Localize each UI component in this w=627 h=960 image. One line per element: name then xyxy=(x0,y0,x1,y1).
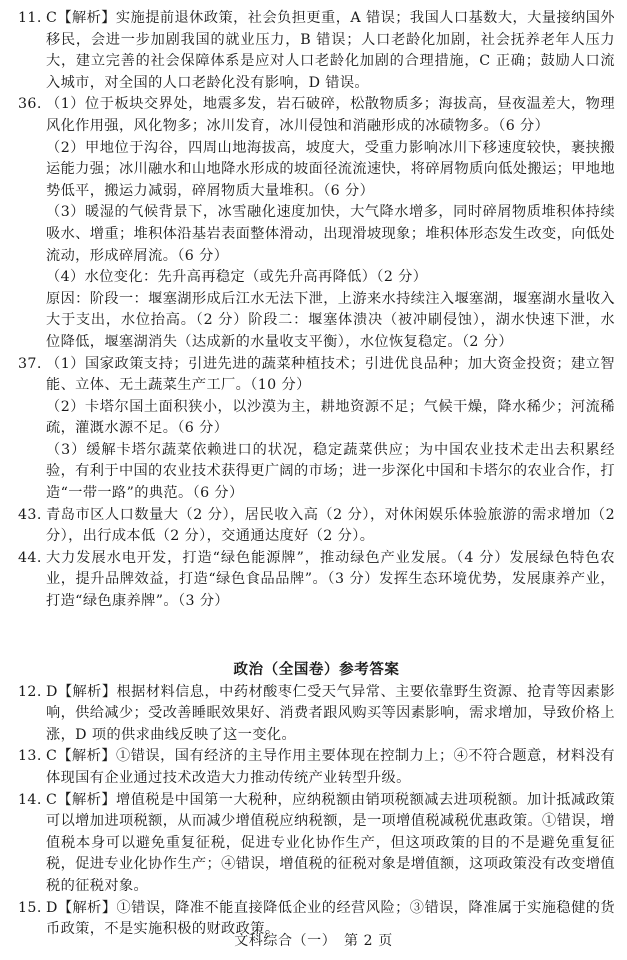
question-number: 12. xyxy=(18,683,42,700)
answer-item-44 xyxy=(18,548,615,613)
question-number: 37. xyxy=(18,355,42,372)
answer-text: D【解析】根据材料信息，中药材酸枣仁受天气异常、主要依靠野生资源、抢青等因素影响，供给减少；受改善睡眠效果好、消费者跟风购买等因素影响，需求增加，导致价格上涨，D 项的供求曲线反映了这一变化。 xyxy=(46,683,615,743)
answer-item-11 xyxy=(18,8,615,94)
answer-item-43 xyxy=(18,505,615,548)
answer-paragraph: （3）暖湿的气候背景下，冰雪融化速度加快，大气降水增多，同时碎屑物质堆积体持续吸水、增重；堆积体沿基岩表面整体滑动，出现滑坡现象；堆积体形态发生改变，向低处流动，形成碎屑流。（6 分） xyxy=(46,204,615,264)
politics-answers xyxy=(18,659,615,941)
answer-text: C【解析】①错误，国有经济的主导作用主要体现在控制力上；④不符合题意，材料没有体现国有企业通过技术改造大力推动传统产业转型升级。 xyxy=(46,748,615,786)
answer-text: （1）国家政策支持；引进先进的蔬菜种植技术；引进优良品种；加大资金投资；建立智能、立体、无土蔬菜生产工厂。（10 分） xyxy=(46,355,615,394)
question-number: 15. xyxy=(18,899,42,916)
answer-paragraph: （3）缓解卡塔尔蔬菜依赖进口的状况，稳定蔬菜供应；为中国农业技术走出去积累经验，有利于中国的农业技术获得更广阔的市场；进一步深化中国和卡塔尔的农业合作，打造“一带一路”的典范。（6 分） xyxy=(46,441,615,502)
section-title: 政治（全国卷）参考答案 xyxy=(233,661,400,678)
section-spacer xyxy=(18,613,615,659)
answer-paragraph: （4）水位变化：先升高再稳定（或先升高再降低）（2 分） xyxy=(46,269,428,286)
geography-answers xyxy=(18,8,615,613)
answer-text: 大力发展水电开发，打造“绿色能源牌”，推动绿色产业发展。（4 分）发展绿色特色农业，提升品牌效益，打造“绿色食品品牌”。（3 分）发挥生态环境优势，发展康养产业，打造“绿色康养牌”。（3 分） xyxy=(46,549,615,610)
page-footer: 文科综合（一） 第 2 页 xyxy=(234,933,393,949)
question-number: 14. xyxy=(18,791,42,808)
answer-item-37 xyxy=(18,354,615,397)
answer-paragraph: （2）甲地位于沟谷，四周山地海拔高，坡度大，受重力影响冰川下移速度较快，裹挟搬运能力强；冰川融水和山地降水形成的坡面径流流速快，将碎屑物质向低处搬运；甲地地势低平，搬运力减弱，碎屑物质大量堆积。（6 分） xyxy=(46,139,615,199)
question-number: 36. xyxy=(18,96,42,113)
answer-item-14 xyxy=(18,790,615,898)
answer-text: 青岛市区人口数量大（2 分），居民收入高（2 分），对休闲娱乐体验旅游的需求增加（2 分），出行成本低（2 分），交通通达度好（2 分）。 xyxy=(46,506,615,545)
answer-item-12 xyxy=(18,682,615,747)
question-number: 11. xyxy=(18,10,42,26)
answer-text: C【解析】增值税是中国第一大税种，应纳税额由销项税额减去进项税额。加计抵减政策可以增加进项税额，从而减少增值税应纳税额，是一项增值税减税优惠政策。①错误，增值税本身可以避免重复征税，促进专业化协作生产，但这项政策的目的不是避免重复征税，促进专业化协作生产；④错误，增值税的征税对象是增值额，这项政策没有改变增值税的征税对象。 xyxy=(46,791,615,894)
question-number: 43. xyxy=(18,506,42,523)
answer-text: D【解析】①错误，降准不能直接降低企业的经营风险；③错误，降准属于实施稳健的货币政策，不是实施积极的财政政策。 xyxy=(46,899,615,938)
question-number: 44. xyxy=(18,549,42,566)
question-number: 13. xyxy=(18,748,42,765)
answer-item-36 xyxy=(18,94,615,137)
answer-item-13 xyxy=(18,746,615,789)
answer-paragraph: 原因：阶段一：堰塞湖形成后江水无法下泄，上游来水持续注入堰塞湖，堰塞湖水量收入大于支出，水位抬高。（2 分）阶段二：堰塞体溃决（被冲刷侵蚀），湖水快速下泄，水位降低，堰塞湖消失（达成新的水量收支平衡），水位恢复稳定。（2 分） xyxy=(46,290,615,350)
answer-text: C【解析】实施提前退休政策，社会负担更重，A 错误；我国人口基数大，大量接纳国外移民，会进一步加剧我国的就业压力，B 错误；人口老龄化加剧，社会抚养老年人压力大，建立完善的社会保障体系是应对人口老龄化加剧的合理措施，C 正确；鼓励人口流入城市，对全国的人口老龄化没有影响，D 错误。 xyxy=(46,10,615,91)
answer-paragraph: （2）卡塔尔国土面积狭小，以沙漠为主，耕地资源不足；气候干燥，降水稀少；河流稀疏，灌溉水源不足。（6 分） xyxy=(46,398,615,437)
answer-text: （1）位于板块交界处，地震多发，岩石破碎，松散物质多；海拔高，昼夜温差大，物理风化作用强，风化物多；冰川发育，冰川侵蚀和消融形成的冰碛物多。（6 分） xyxy=(46,96,615,134)
